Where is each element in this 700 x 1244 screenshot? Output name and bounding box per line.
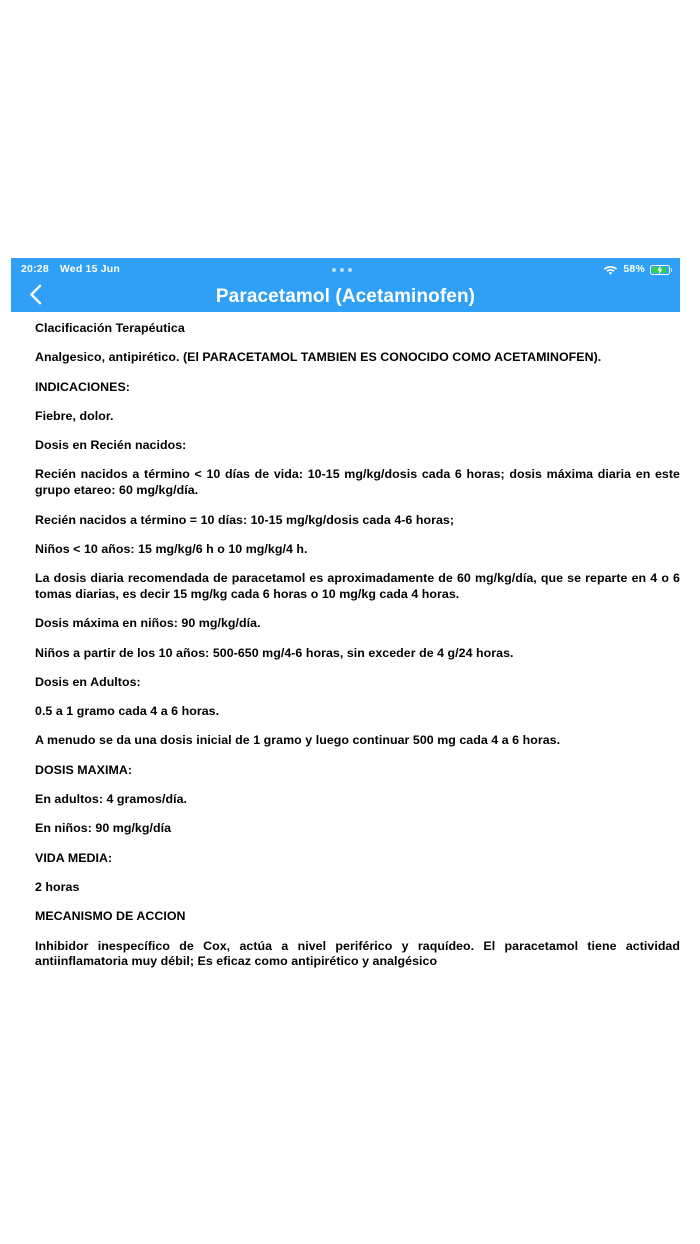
wifi-icon [603, 264, 618, 275]
content-paragraph: 0.5 a 1 gramo cada 4 a 6 horas. [35, 704, 220, 719]
content-paragraph: Dosis en Adultos: [35, 674, 141, 689]
back-button[interactable] [11, 281, 59, 312]
drug-monograph-content[interactable] [0, 312, 700, 976]
content-paragraph: DOSIS MAXIMA: [35, 762, 133, 777]
content-paragraph: Inhibidor inespecífico de Cox, actúa a nivel periférico y raquídeo. El paracetamol tiene actividad antiinflamatoria muy débil; Es eficaz como antipirético y analgésico [35, 938, 680, 969]
status-time: 20:28 [21, 263, 49, 276]
content-paragraph: A menudo se da una dosis inicial de 1 gramo y luego continuar 500 mg cada 4 a 6 horas. [35, 733, 561, 748]
page-title: Paracetamol (Acetaminofen) [215, 285, 476, 307]
indicator-dot [340, 268, 344, 272]
content-paragraph: Dosis máxima en niños: 90 mg/kg/día. [35, 616, 261, 631]
content-paragraph: Analgesico, antipirético. (El PARACETAMOL TAMBIEN ES CONOCIDO COMO ACETAMINOFEN). [35, 350, 602, 365]
content-paragraph: En niños: 90 mg/kg/día [35, 821, 172, 836]
battery-charging-icon [650, 265, 670, 275]
content-paragraph: MECANISMO DE ACCION [35, 909, 186, 924]
indicator-dot [348, 268, 352, 272]
chevron-left-icon [29, 284, 42, 310]
content-paragraph: Niños a partir de los 10 años: 500-650 mg/4-6 horas, sin exceder de 4 g/24 horas. [35, 645, 514, 660]
app-window [0, 258, 700, 976]
nav-bar [11, 281, 680, 312]
content-paragraph: Fiebre, dolor. [35, 408, 114, 423]
content-paragraph: En adultos: 4 gramos/día. [35, 792, 188, 807]
content-paragraph: La dosis diaria recomendada de paracetamol es aproximadamente de 60 mg/kg/día, que se reparte en 4 o 6 tomas diarias, es decir 15 mg/kg cada 6 horas o 10 mg/kg cada 4 horas. [35, 571, 680, 601]
indicator-dot [332, 268, 336, 272]
status-bar-right [603, 264, 670, 275]
charging-bolt-icon [657, 265, 663, 274]
content-paragraph: INDICACIONES: [35, 379, 130, 394]
status-center-indicator [80, 268, 603, 272]
content-paragraph: Clacificación Terapéutica [35, 321, 185, 335]
content-paragraph: Dosis en Recién nacidos: [35, 438, 187, 453]
status-date: Wed 15 Jun [59, 263, 121, 276]
status-bar [11, 258, 680, 281]
content-paragraph: 2 horas [35, 879, 80, 894]
content-paragraph: Recién nacidos a término < 10 días de vida: 10-15 mg/kg/dosis cada 6 horas; dosis máxima diaria en este grupo etareo: 60 mg/kg/día. [35, 467, 680, 498]
content-paragraph: VIDA MEDIA: [35, 850, 113, 865]
battery-percent-label: 58% [623, 263, 645, 276]
content-paragraph: Recién nacidos a término = 10 días: 10-15 mg/kg/dosis cada 4-6 horas; [35, 512, 455, 527]
content-paragraph: Niños < 10 años: 15 mg/kg/6 h o 10 mg/kg/4 h. [35, 541, 308, 556]
